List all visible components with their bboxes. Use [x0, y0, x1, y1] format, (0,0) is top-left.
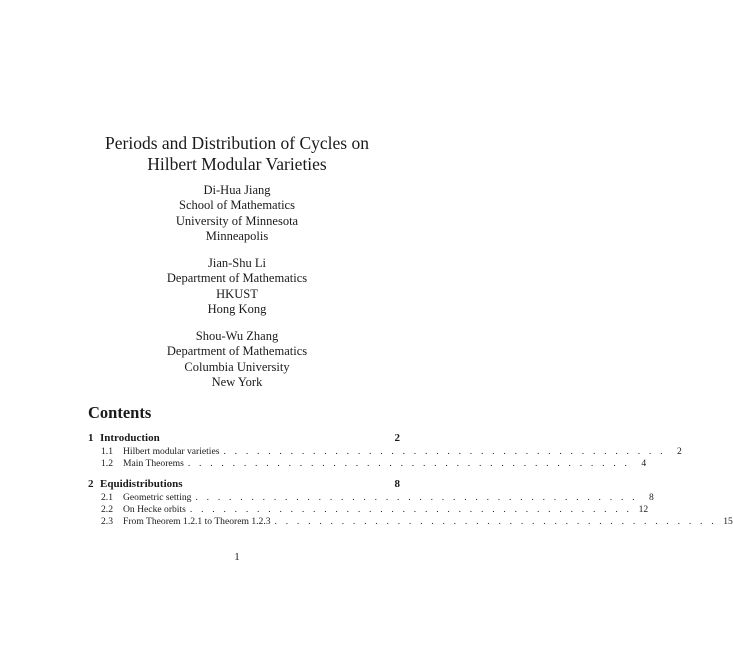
toc-section-number: 1.1 [101, 446, 113, 457]
toc-dot-leader: . . . . . . . . . . . . . . . . . . . . . . . . . . . . . . . . . . . . . . . . [195, 492, 638, 503]
toc-section-from-theorem[interactable] [88, 515, 733, 528]
toc-section-title: Geometric setting [123, 492, 192, 503]
toc-dot-leader: . . . . . . . . . . . . . . . . . . . . . . . . . . . . . . . . . . . . . . . . [274, 516, 717, 527]
author-block-1 [0, 183, 474, 244]
toc-page-number: 8 [394, 478, 400, 490]
author-institution: HKUST [216, 286, 258, 301]
page-number: 1 [234, 551, 240, 563]
toc-section-main-theorems[interactable] [88, 457, 647, 470]
paper-title [0, 133, 474, 175]
author-location: New York [211, 374, 263, 389]
toc-dot-leader: . . . . . . . . . . . . . . . . . . . . . . . . . . . . . . . . . . . . . . . . [189, 504, 633, 515]
toc-chapter-equidistributions[interactable] [88, 478, 400, 491]
title-line-1: Periods and Distribution of Cycles on [105, 133, 369, 153]
toc-section-title: Hilbert modular varieties [123, 446, 220, 457]
toc-section-title: From Theorem 1.2.1 to Theorem 1.2.3 [123, 516, 271, 527]
author-name: Shou-Wu Zhang [195, 329, 279, 343]
toc-section-title: Main Theorems [123, 458, 184, 469]
toc-section-number: 2.3 [101, 516, 113, 527]
toc-page-number: 8 [648, 492, 654, 503]
toc-dot-leader: . . . . . . . . . . . . . . . . . . . . . . . . . . . . . . . . . . . . . . . . [187, 458, 631, 469]
toc-section-number: 2.1 [101, 492, 113, 503]
toc-dot-leader: . . . . . . . . . . . . . . . . . . . . . . . . . . . . . . . . . . . . . . . . [223, 446, 666, 457]
author-location: Hong Kong [207, 301, 267, 316]
author-location: Minneapolis [205, 228, 269, 243]
toc-chapter-number: 2 [88, 478, 94, 490]
toc-chapter-title: Introduction [100, 432, 160, 444]
toc-section-number: 1.2 [101, 458, 113, 469]
toc-page-number: 4 [641, 458, 647, 469]
author-block-3 [0, 329, 474, 390]
contents-heading: Contents [88, 403, 152, 422]
author-name: Di-Hua Jiang [203, 183, 271, 197]
toc-page-number: 2 [676, 446, 682, 457]
author-department: School of Mathematics [179, 198, 295, 213]
author-institution: Columbia University [184, 359, 290, 374]
author-block-2 [0, 256, 474, 317]
author-name: Jian-Shu Li [208, 256, 266, 270]
author-department: Department of Mathematics [166, 271, 308, 286]
author-institution: University of Minnesota [175, 213, 299, 228]
toc-page-number: 2 [394, 432, 400, 444]
author-department: Department of Mathematics [166, 344, 308, 359]
toc-chapter-introduction[interactable] [88, 432, 400, 445]
toc-chapter-number: 1 [88, 432, 94, 444]
toc-section-number: 2.2 [101, 504, 113, 515]
toc-section-title: On Hecke orbits [123, 504, 186, 515]
toc-page-number: 12 [638, 504, 649, 515]
title-line-2: Hilbert Modular Varieties [147, 154, 327, 174]
toc-page-number: 15 [723, 516, 733, 527]
toc-chapter-title: Equidistributions [100, 478, 183, 490]
